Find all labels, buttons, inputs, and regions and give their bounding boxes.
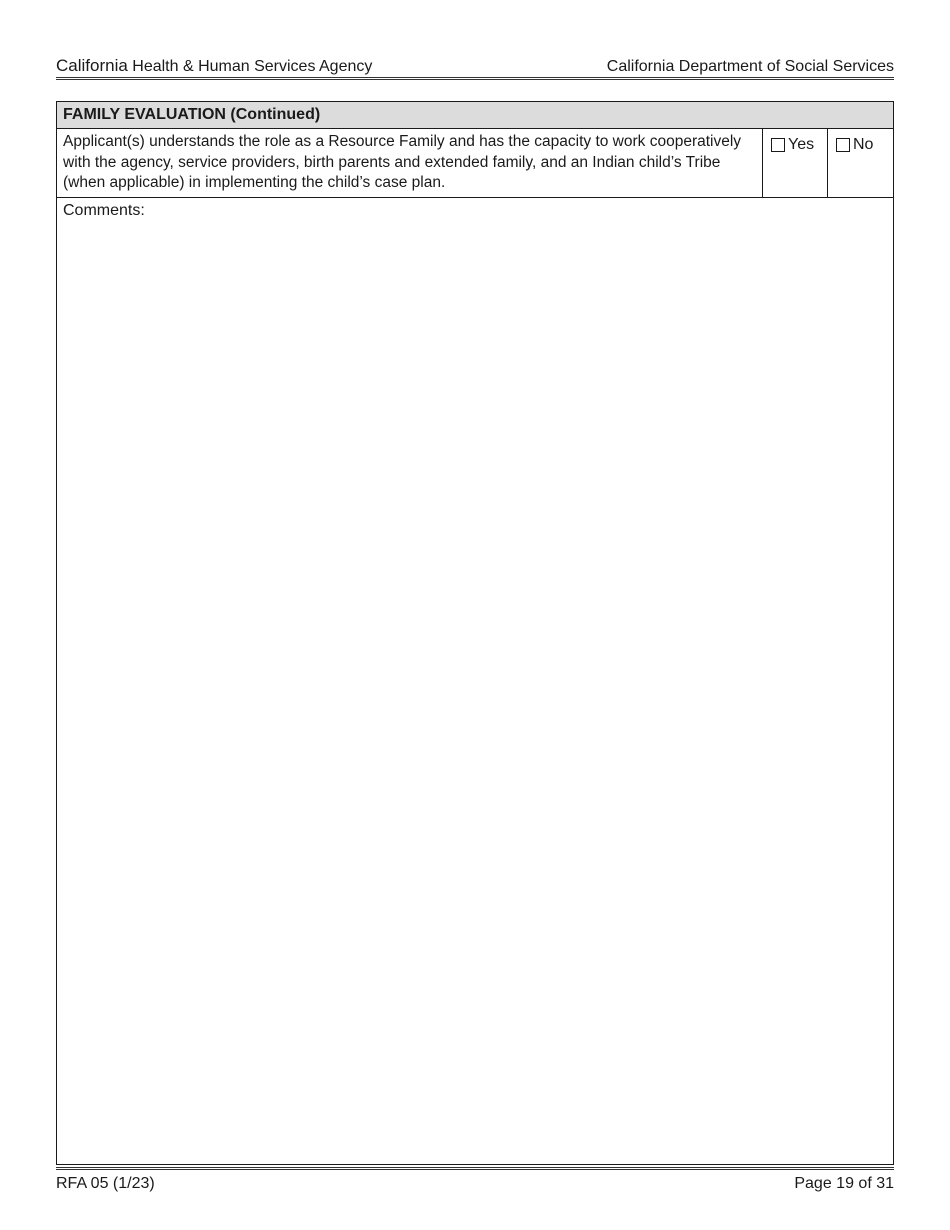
agency-name-rest: Health & Human Services Agency bbox=[127, 58, 373, 75]
no-label: No bbox=[853, 136, 874, 153]
no-checkbox[interactable] bbox=[836, 138, 850, 152]
comments-label: Comments: bbox=[63, 202, 145, 219]
question-row bbox=[57, 129, 893, 198]
agency-name-main: California bbox=[56, 56, 128, 75]
comments-field[interactable] bbox=[57, 222, 893, 1164]
yes-choice[interactable] bbox=[763, 129, 828, 197]
department-name: California Department of Social Services bbox=[606, 58, 894, 75]
agency-name bbox=[56, 56, 372, 76]
yes-checkbox[interactable] bbox=[771, 138, 785, 152]
page-header bbox=[56, 52, 894, 76]
form-id: RFA 05 (1/23) bbox=[56, 1175, 155, 1192]
question-text: Applicant(s) understands the role as a Resource Family and has the capacity to work cooperatively with the agency, service providers, birth parents and extended family, and an Indian child’s Tribe (when applicable) in implementing the child’s case plan. bbox=[57, 129, 763, 197]
no-choice[interactable] bbox=[828, 129, 893, 197]
header-divider bbox=[56, 77, 894, 80]
family-evaluation-form bbox=[56, 101, 894, 1165]
section-title: FAMILY EVALUATION (Continued) bbox=[57, 102, 893, 129]
page-footer bbox=[56, 1175, 894, 1193]
footer-divider bbox=[56, 1167, 894, 1170]
page-number: Page 19 of 31 bbox=[794, 1175, 894, 1192]
yes-label: Yes bbox=[788, 136, 815, 153]
